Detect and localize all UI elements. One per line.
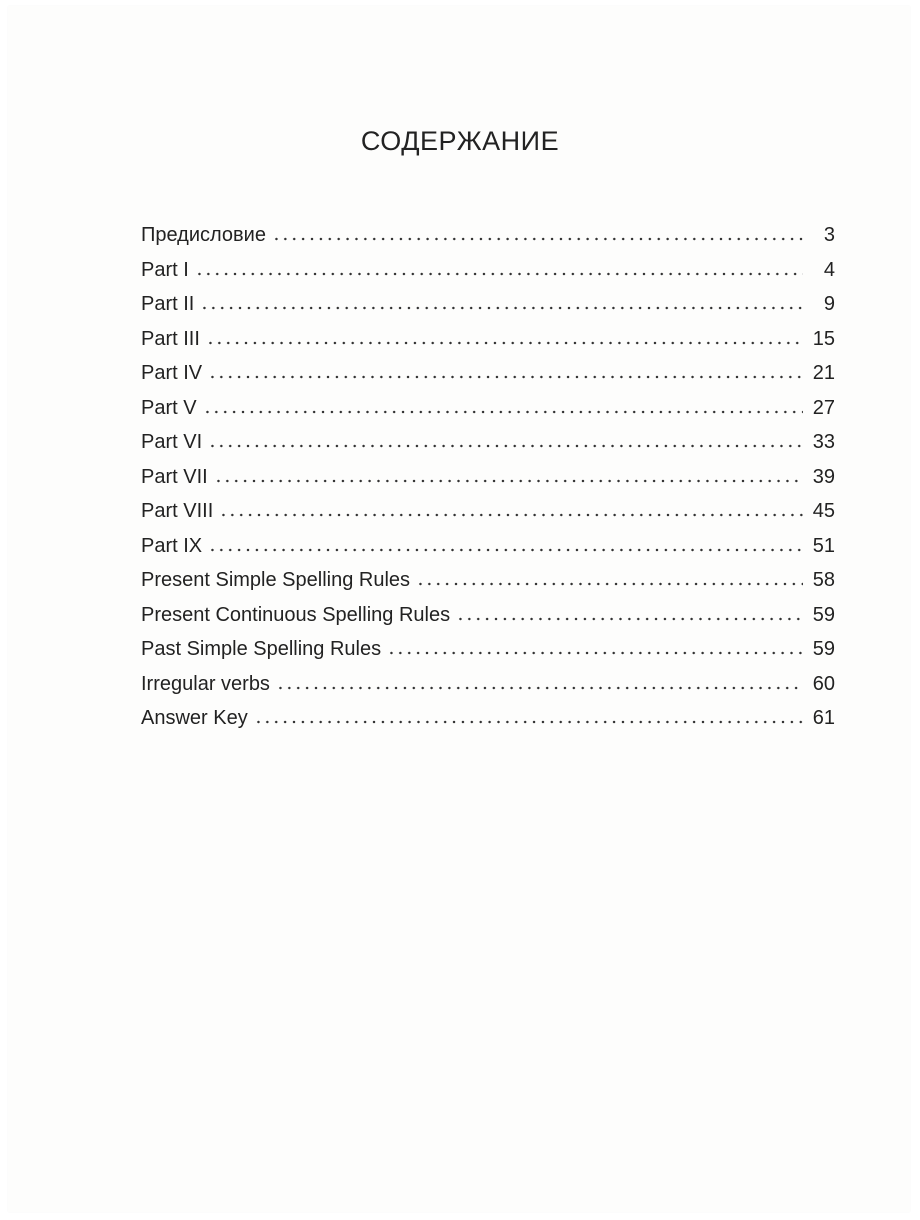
toc-dot-leader: [206, 325, 803, 345]
toc-entry-page: 15: [812, 327, 835, 350]
toc-entry-page: 60: [812, 672, 835, 695]
toc-entry-page: 9: [823, 293, 835, 315]
toc-entry-label: Part II: [141, 293, 195, 315]
toc-dot-leader: [214, 463, 803, 483]
page-title: СОДЕРЖАНИЕ: [360, 126, 560, 156]
toc-entry-label: Answer Key: [141, 707, 248, 729]
toc-entry: [141, 460, 835, 495]
toc-entry: [141, 322, 835, 357]
toc-entry-label: Part IX: [141, 534, 203, 557]
toc-entry-label: Предисловие: [141, 224, 266, 246]
toc-entry: [141, 494, 835, 529]
toc-entry-label: Irregular verbs: [141, 672, 270, 695]
toc-entry: [141, 287, 835, 322]
toc-entry: [141, 391, 835, 426]
toc-entry-page: 59: [812, 638, 835, 660]
toc-entry-page: 58: [812, 569, 835, 591]
toc-entry-page: 61: [812, 707, 835, 729]
toc-dot-leader: [416, 566, 803, 586]
toc-entry-label: Part IV: [141, 362, 203, 384]
toc-entry-label: Part VII: [141, 465, 208, 488]
toc-dot-leader: [200, 290, 803, 310]
toc-entry-label: Part VI: [141, 431, 203, 453]
toc-entry-label: Present Simple Spelling Rules: [141, 569, 411, 591]
toc-entry-page: 3: [823, 224, 835, 246]
toc-dot-leader: [387, 635, 803, 655]
toc-entry-label: Part III: [141, 327, 200, 350]
toc-dot-leader: [456, 601, 803, 621]
toc-entry: [141, 425, 835, 460]
toc-entry: [141, 598, 835, 633]
toc-entry-page: 45: [812, 500, 835, 522]
toc-entry: [141, 529, 835, 564]
toc-entry-page: 59: [812, 603, 835, 626]
toc-entry: [141, 667, 835, 702]
toc-entry-page: 51: [812, 534, 835, 557]
toc-entry-page: 39: [812, 465, 835, 488]
toc-entry: [141, 218, 835, 253]
toc-dot-leader: [219, 497, 803, 517]
toc-dot-leader: [272, 221, 803, 241]
table-of-contents: [141, 218, 835, 736]
toc-entry-page: 21: [812, 362, 835, 384]
toc-entry: [141, 356, 835, 391]
toc-dot-leader: [276, 670, 803, 690]
toc-dot-leader: [203, 394, 803, 414]
toc-dot-leader: [208, 359, 803, 379]
toc-entry: [141, 632, 835, 667]
toc-entry-label: Part I: [141, 258, 189, 281]
toc-entry-label: Past Simple Spelling Rules: [141, 638, 382, 660]
toc-dot-leader: [208, 428, 803, 448]
toc-dot-leader: [208, 532, 803, 552]
toc-entry-label: Present Continuous Spelling Rules: [141, 603, 451, 626]
toc-entry-page: 4: [823, 258, 835, 281]
toc-dot-leader: [254, 704, 803, 724]
toc-entry: [141, 563, 835, 598]
toc-entry: [141, 253, 835, 288]
toc-entry-label: Part V: [141, 396, 197, 419]
toc-entry-label: Part VIII: [141, 500, 214, 522]
toc-dot-leader: [195, 256, 803, 276]
toc-entry: [141, 701, 835, 736]
toc-entry-page: 27: [812, 396, 835, 419]
toc-entry-page: 33: [812, 431, 835, 453]
